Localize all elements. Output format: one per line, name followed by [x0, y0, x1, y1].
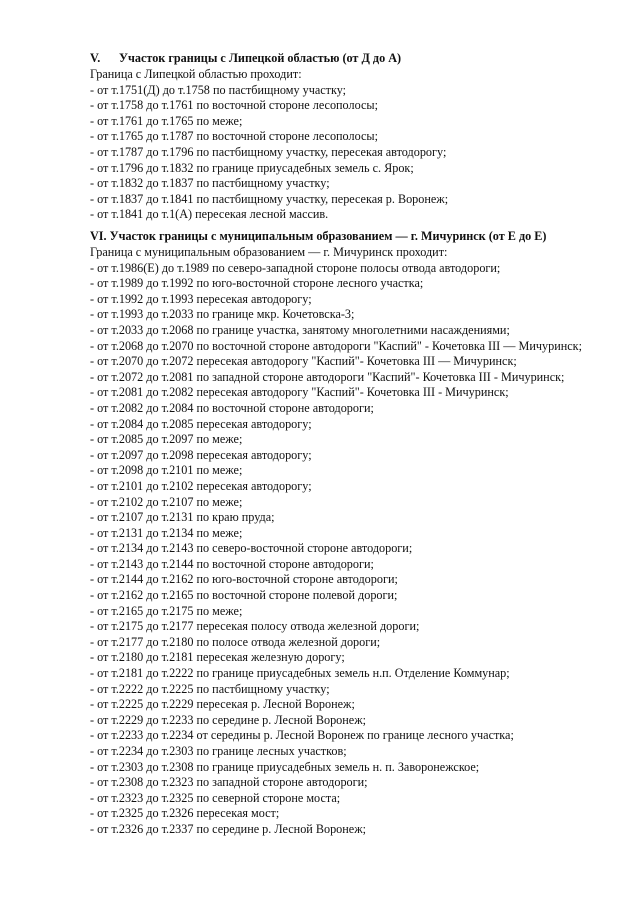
section-6-item: - от т.2143 до т.2144 по восточной стороне автодороги; [90, 556, 374, 571]
section-5-item: - от т.1796 до т.1832 по границе приусадебных земель с. Ярок; [90, 160, 414, 175]
section-6-item: - от т.2177 до т.2180 по полосе отвода железной дороги; [90, 634, 381, 649]
section-6-item: - от т.1989 до т.1992 по юго-восточной стороне лесного участка; [90, 276, 424, 291]
section-6-item: - от т.2101 до т.2102 пересекая автодорогу; [90, 478, 312, 493]
section-5-item: - от т.1832 до т.1837 по пастбищному участку; [90, 176, 330, 191]
section-5-item: - от т.1765 до т.1787 по восточной стороне лесополосы; [90, 129, 378, 144]
section-6-item: - от т.2134 до т.2143 по северо-восточной стороне автодороги; [90, 541, 413, 556]
section-6-item: - от т.2222 до т.2225 по пастбищному участку; [90, 681, 330, 696]
section-6-heading: VI. Участок границы с муниципальным образованием — г. Мичуринск (от Е до Е) [90, 229, 547, 243]
section-5-number: V. [90, 51, 101, 65]
section-5-item: - от т.1758 до т.1761 по восточной стороне лесополосы; [90, 98, 378, 113]
section-6-item: - от т.1986(Е) до т.1989 по северо-западной стороне полосы отвода автодороги; [90, 260, 501, 275]
section-6-item: - от т.2234 до т.2303 по границе лесных участков; [90, 744, 347, 758]
section-6-item: - от т.2070 до т.2072 пересекая автодорогу "Каспий"- Кочетовка III — Мичуринск; [90, 354, 517, 369]
section-6-item: - от т.2181 до т.2222 по границе приусадебных земель н.п. Отделение Коммунар; [90, 666, 510, 681]
section-6-item: - от т.2144 до т.2162 по юго-восточной стороне автодороги; [90, 572, 398, 587]
section-5-item: - от т.1837 до т.1841 по пастбищному участку, пересекая р. Воронеж; [90, 191, 449, 206]
section-6-item: - от т.2233 до т.2234 от середины р. Лесной Воронеж по границе лесного участка; [90, 728, 514, 743]
section-6-item: - от т.2107 до т.2131 по краю пруда; [90, 510, 275, 525]
section-5-item: - от т.1761 до т.1765 по меже; [90, 113, 243, 128]
section-5-title: Участок границы с Липецкой областью (от Д до А) [119, 51, 402, 65]
section-5-item: - от т.1787 до т.1796 по пастбищному участку, пересекая автодорогу; [90, 144, 447, 159]
section-6-item: - от т.2102 до т.2107 по меже; [90, 494, 243, 509]
section-6-intro: Граница с муниципальным образованием — г. Мичуринск проходит: [90, 245, 448, 259]
section-5-body [90, 67, 600, 223]
section-6-item: - от т.2325 до т.2326 пересекая мост; [90, 806, 280, 821]
section-6-item: - от т.2323 до т.2325 по северной стороне моста; [90, 790, 341, 805]
section-6-item: - от т.2097 до т.2098 пересекая автодорогу; [90, 447, 312, 462]
section-6-item: - от т.1993 до т.2033 по границе мкр. Кочетовска-3; [90, 307, 355, 322]
section-6-item: - от т.2308 до т.2323 по западной стороне автодороги; [90, 775, 368, 790]
section-6-item: - от т.2131 до т.2134 по меже; [90, 525, 243, 540]
section-6-item: - от т.2225 до т.2229 пересекая р. Лесной Воронеж; [90, 697, 355, 712]
section-6-body [90, 245, 600, 838]
section-5-item: - от т.1841 до т.1(А) пересекая лесной массив. [90, 207, 329, 222]
section-6-item: - от т.2303 до т.2308 по границе приусадебных земель н. п. Заворонежское; [90, 759, 480, 774]
section-6-item: - от т.2084 до т.2085 пересекая автодорогу; [90, 416, 312, 431]
section-6-item: - от т.2165 до т.2175 по меже; [90, 603, 243, 618]
section-6-item: - от т.2098 до т.2101 по меже; [90, 463, 243, 478]
section-5-heading [90, 51, 401, 67]
section-6-item: - от т.2072 до т.2081 по западной стороне автодороги "Каспий"- Кочетовка III - Мичуринск; [90, 369, 565, 384]
section-6-item: - от т.2081 до т.2082 пересекая автодорогу "Каспий"- Кочетовка III - Мичуринск; [90, 385, 509, 400]
section-6-item: - от т.2229 до т.2233 по середине р. Лесной Воронеж; [90, 712, 367, 727]
section-6-item: - от т.2068 до т.2070 по восточной стороне автодороги "Каспий" - Кочетовка III — Мичуринск; [90, 338, 582, 353]
section-6-item: - от т.1992 до т.1993 пересекая автодорогу; [90, 291, 312, 306]
section-6-item: - от т.2085 до т.2097 по меже; [90, 432, 243, 447]
section-6-item: - от т.2162 до т.2165 по восточной стороне полевой дороги; [90, 588, 398, 603]
section-5-item: - от т.1751(Д) до т.1758 по пастбищному участку; [90, 82, 347, 97]
section-6-item: - от т.2033 до т.2068 по границе участка, занятому многолетними насаждениями; [90, 322, 510, 337]
section-6-item: - от т.2326 до т.2337 по середине р. Лесной Воронеж; [90, 821, 367, 836]
section-5-intro: Граница с Липецкой областью проходит: [90, 67, 302, 81]
section-6-item: - от т.2180 до т.2181 пересекая железную дорогу; [90, 650, 345, 665]
section-6-item: - от т.2175 до т.2177 пересекая полосу отвода железной дороги; [90, 619, 420, 634]
section-6-item: - от т.2082 до т.2084 по восточной стороне автодороги; [90, 400, 374, 415]
